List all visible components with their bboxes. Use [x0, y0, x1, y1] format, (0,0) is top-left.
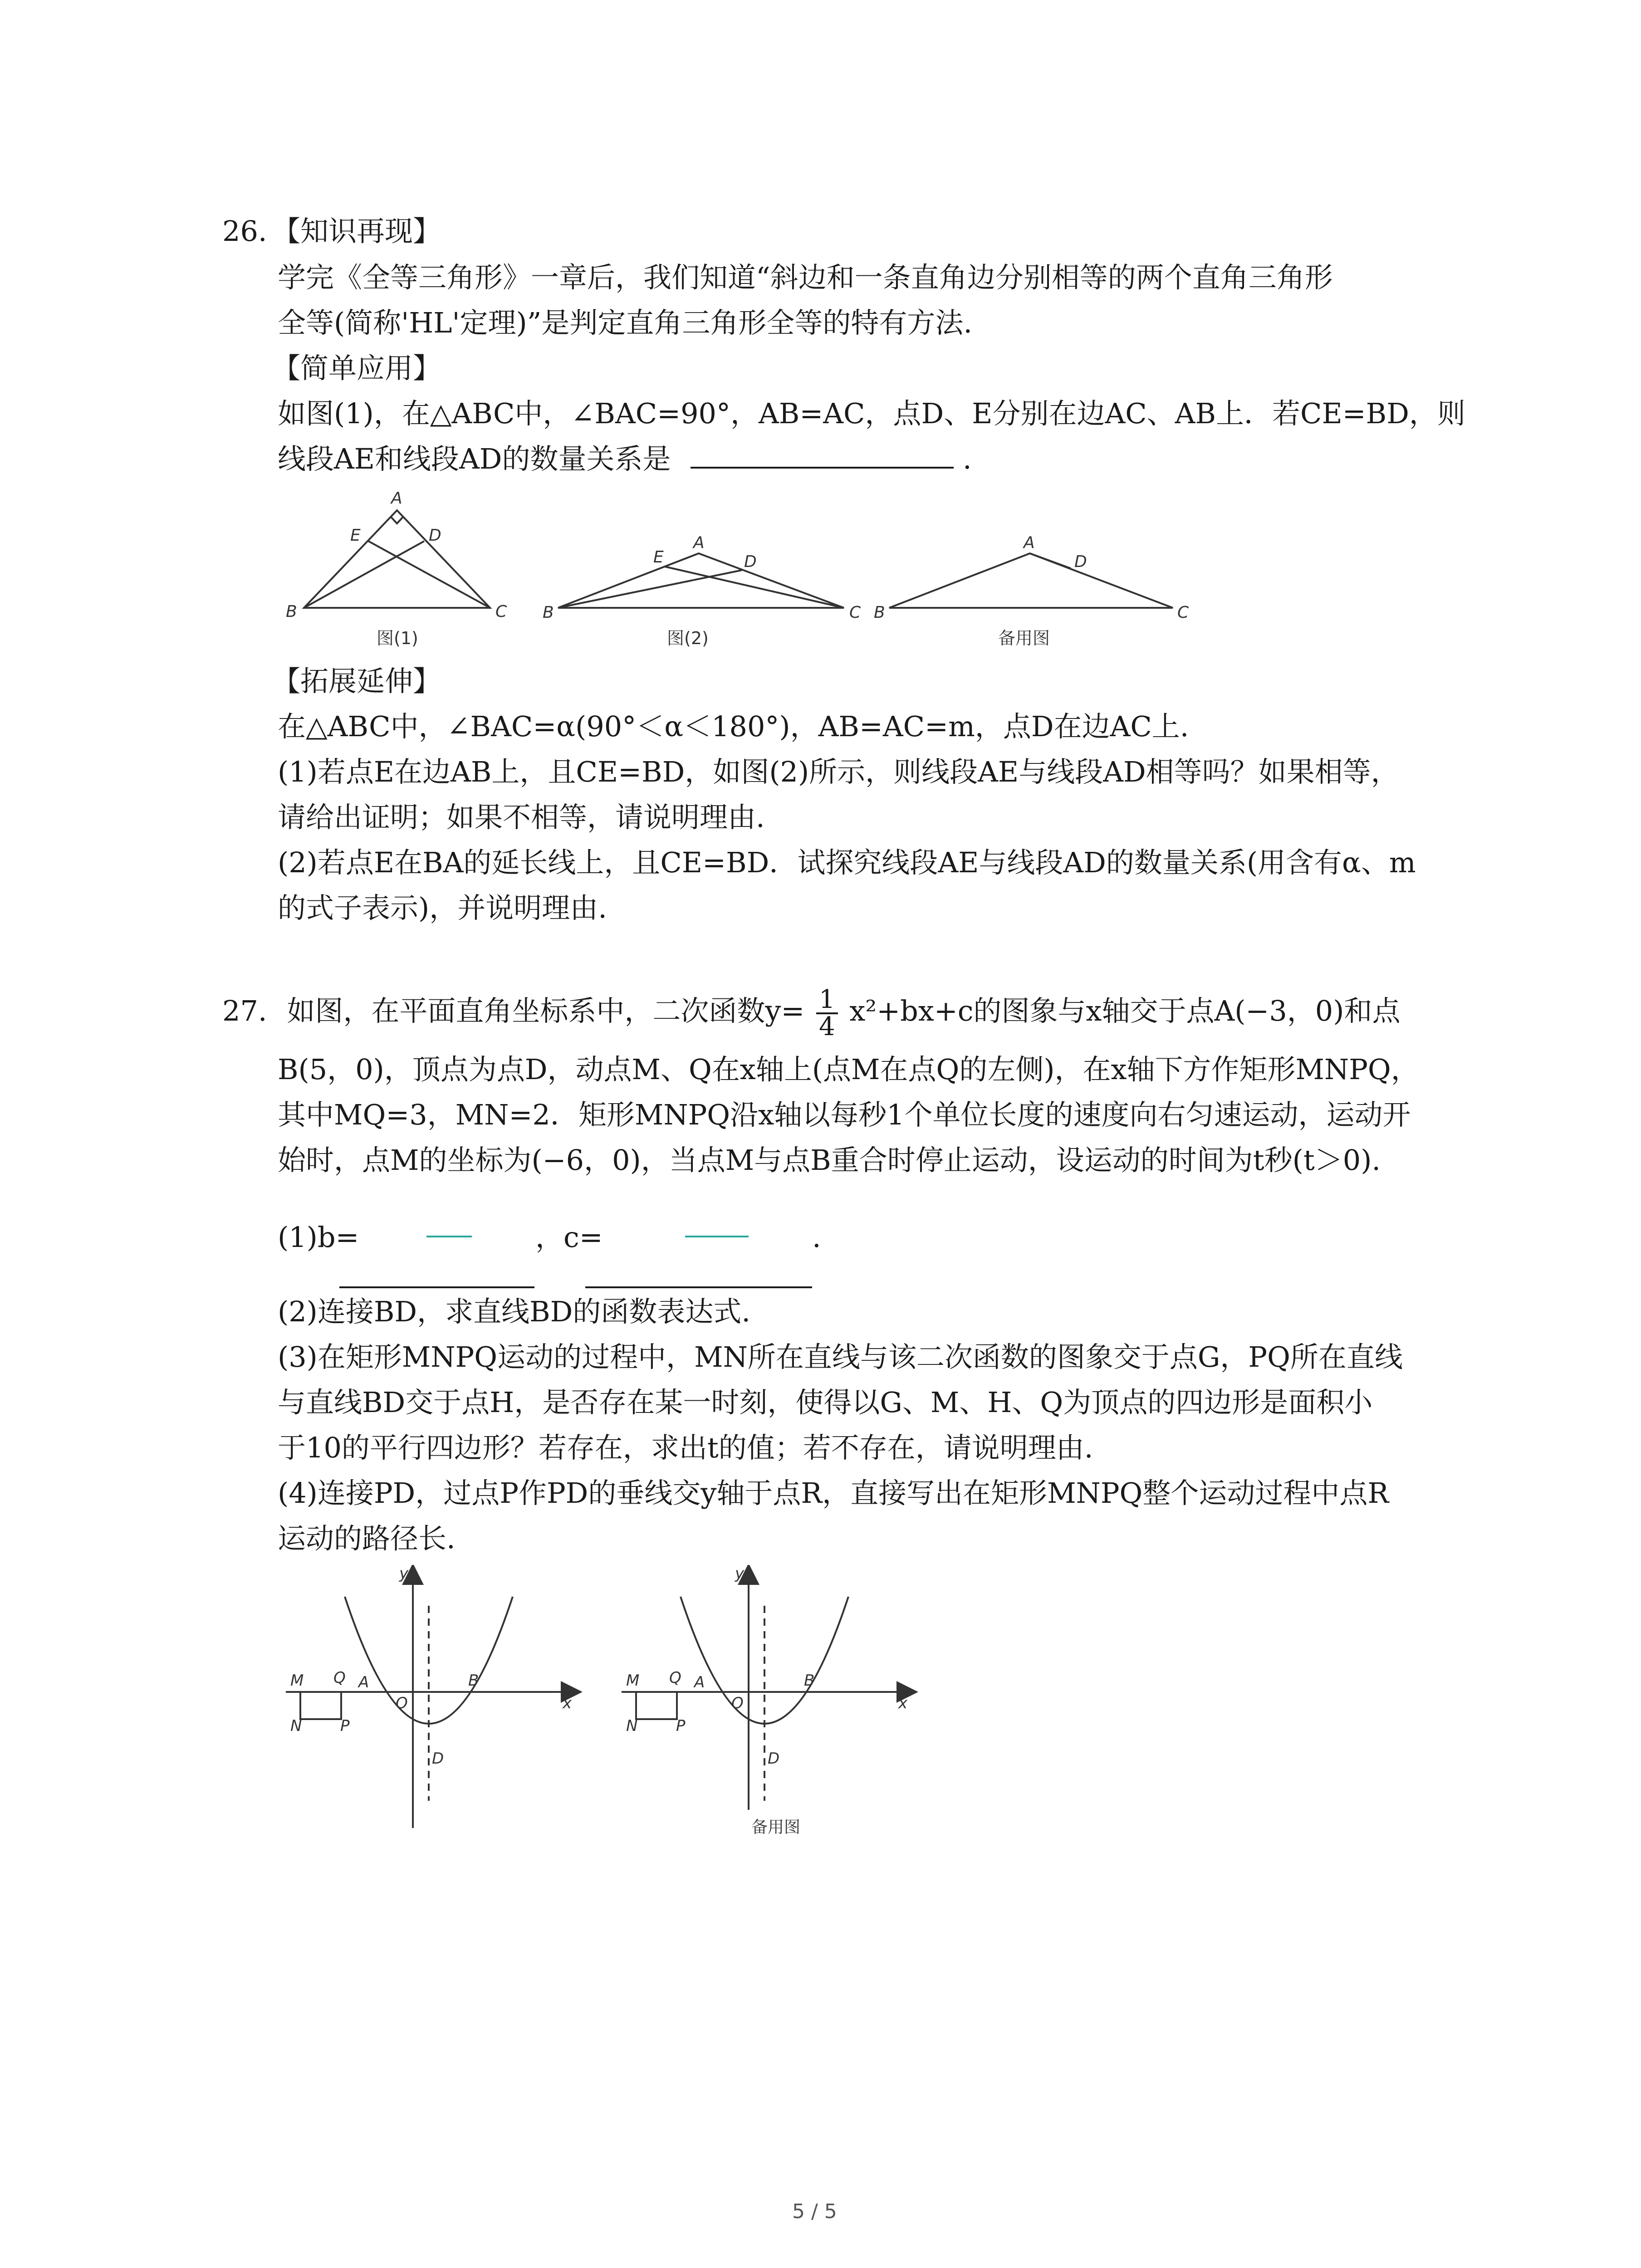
q27-line1 [222, 987, 1400, 1040]
q26-extension-line5: 的式子表示)，并说明理由. [278, 891, 607, 924]
answer-blank-b[interactable] [339, 1286, 534, 1288]
fig2-label-a: A [693, 533, 705, 552]
q27-line1-text-a: 如图，在平面直角坐标系中，二次函数y= [287, 994, 805, 1028]
q26-extension-line2: (1)若点E在边AB上，且CE=BD，如图(2)所示，则线段AE与线段AD相等吗？如果相等， [278, 755, 1399, 788]
q26-extension-line4: (2)若点E在BA的延长线上，且CE=BD．试探究线段AE与线段AD的数量关系(用含有α、m [278, 846, 1416, 879]
fig1-label-a: A [391, 489, 402, 508]
q27-part1-period: . [812, 1221, 821, 1254]
q26-heading-extension: 【拓展延伸】 [272, 665, 441, 698]
fig3-label-b: B [874, 603, 885, 622]
q26-figures [272, 485, 1225, 658]
figA-label-d: D [432, 1750, 444, 1768]
q27-part2: (2)连接BD，求直线BD的函数表达式. [278, 1295, 751, 1328]
figB-caption: 备用图 [751, 1818, 801, 1837]
q27-figures [272, 1565, 953, 1837]
q27-part3-line2: 与直线BD交于点H，是否存在某一时刻，使得以G、M、H、Q为顶点的四边形是面积小 [278, 1386, 1373, 1419]
q27-part4-line1: (4)连接PD，过点P作PD的垂线交y轴于点R，直接写出在矩形MNPQ整个运动过程中点R [278, 1476, 1389, 1510]
fig2-caption: 图(2) [667, 628, 709, 648]
fig3-segment-ad [1030, 553, 1071, 568]
fraction-denominator: 4 [819, 1012, 835, 1041]
q26-intro-line2: 全等(简称'HL'定理)”是判定直角三角形全等的特有方法. [278, 306, 973, 339]
fig3-caption: 备用图 [998, 628, 1050, 648]
fig1-caption: 图(1) [377, 628, 418, 648]
figA-rectangle-mnpq [300, 1692, 341, 1719]
figB-label-b: B [804, 1672, 815, 1690]
fig1-segment-ce [368, 541, 490, 608]
q26-heading-knowledge: 【知识再现】 [272, 215, 441, 248]
figB-label-q: Q [669, 1669, 681, 1687]
fig2-label-d: D [744, 552, 757, 571]
answer-blank-ae-ad[interactable] [691, 441, 954, 469]
fig1-label-c: C [495, 602, 507, 621]
q26-extension-line1: 在△ABC中，∠BAC=α(90°＜α＜180°)，AB=AC=m，点D在边AC上. [278, 710, 1189, 743]
q26-intro-line1: 学完《全等三角形》一章后，我们知道“斜边和一条直角边分别相等的两个直角三角形 [278, 261, 1333, 294]
q27-part4-line2: 运动的路径长. [278, 1522, 456, 1555]
figB-label-y: y [735, 1565, 745, 1583]
fig1-label-d: D [429, 526, 441, 545]
q26-number: 26. [222, 215, 267, 248]
fig2-label-b: B [543, 603, 554, 622]
figA-label-o: O [396, 1694, 408, 1712]
q26-application-line2 [278, 441, 972, 477]
answer-blank-c[interactable] [585, 1286, 812, 1288]
fig3-label-a: A [1024, 533, 1035, 552]
figA-label-q: Q [333, 1669, 346, 1687]
fig3-label-d: D [1074, 552, 1087, 571]
page-number: 5 / 5 [792, 2200, 837, 2223]
q27-part3-line3: 于10的平行四边形？若存在，求出t的值；若不存在，请说明理由. [278, 1431, 1093, 1464]
fig2-label-c: C [849, 603, 861, 622]
quarter-fraction [816, 987, 838, 1040]
figB-rectangle-mnpq [636, 1692, 677, 1719]
answer-placeholder-dash-b [426, 1236, 472, 1237]
answer-placeholder-dash-c [685, 1236, 749, 1237]
q26-application-text: 线段AE和线段AD的数量关系是 [278, 442, 671, 475]
figA-label-a: A [358, 1673, 369, 1691]
figB-label-a: A [694, 1673, 705, 1691]
fig2-segment-bd [558, 570, 742, 608]
fraction-numerator: 1 [816, 987, 838, 1014]
q27-line3: 其中MQ=3，MN=2．矩形MNPQ沿x轴以每秒1个单位长度的速度向右匀速运动，运动开 [278, 1098, 1411, 1131]
figA-label-x: x [563, 1694, 572, 1712]
fig1-label-e: E [350, 526, 361, 545]
figA-label-y: y [399, 1565, 409, 1583]
fig3-triangle [889, 553, 1173, 608]
fig2-segment-ce [665, 567, 844, 608]
figB-label-d: D [768, 1750, 780, 1768]
figB-label-m: M [626, 1672, 640, 1690]
fig3-label-c: C [1177, 603, 1189, 622]
q27-part1-c-label: ，c= [535, 1221, 603, 1254]
q26-application-period: . [962, 442, 972, 475]
q27-line1-text-b: x²+bx+c的图象与x轴交于点A(−3，0)和点 [849, 994, 1401, 1028]
q27-part1-b-label: (1)b= [278, 1221, 359, 1254]
fig1-right-angle-mark [391, 517, 403, 523]
q26-heading-application: 【简单应用】 [272, 352, 441, 385]
figB-label-n: N [626, 1717, 638, 1735]
q26-extension-line3: 请给出证明；如果不相等，请说明理由. [278, 801, 765, 834]
figA-label-m: M [290, 1672, 304, 1690]
q27-number: 27. [222, 994, 267, 1028]
fig1-label-b: B [286, 602, 297, 621]
figB-label-o: O [731, 1694, 744, 1712]
q26-application-line1: 如图(1)，在△ABC中，∠BAC=90°，AB=AC，点D、E分别在边AC、AB上．若CE=BD，则 [278, 397, 1465, 430]
figA-label-n: N [290, 1717, 302, 1735]
q27-part3-line1: (3)在矩形MNPQ运动的过程中，MN所在直线与该二次函数的图象交于点G，PQ所在直线 [278, 1340, 1403, 1374]
q27-line2: B(5，0)，顶点为点D，动点M、Q在x轴上(点M在点Q的左侧)，在x轴下方作矩形MNPQ， [278, 1053, 1419, 1086]
fig1-segment-be [304, 541, 424, 608]
figB-label-x: x [898, 1694, 908, 1712]
figB-label-p: P [676, 1717, 686, 1735]
q27-line4: 始时，点M的坐标为(−6，0)，当点M与点B重合时停止运动，设运动的时间为t秒(t＞0). [278, 1144, 1381, 1177]
figA-label-p: P [340, 1717, 350, 1735]
fig2-label-e: E [653, 548, 664, 567]
figA-label-b: B [468, 1672, 479, 1690]
